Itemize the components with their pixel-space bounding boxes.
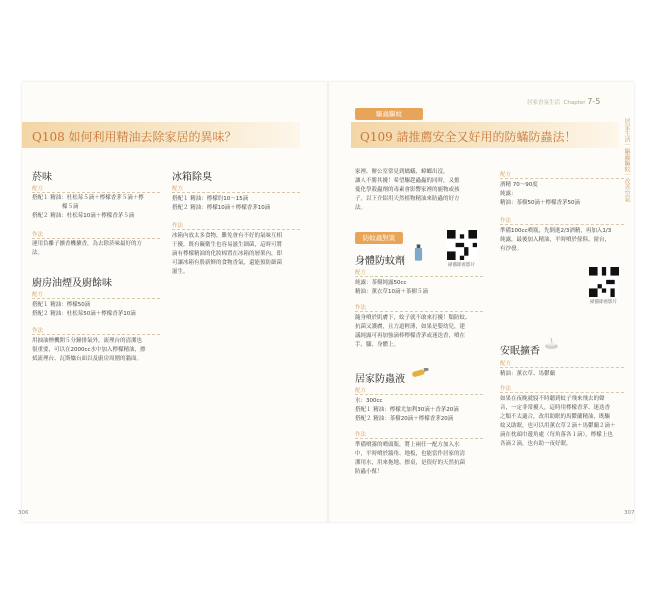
recipe-label: 配方 (500, 361, 512, 367)
section-title-kitchen: 廚房油煙及廚餘味 (32, 278, 112, 289)
divider (500, 367, 624, 368)
method-label: 作法 (32, 232, 44, 238)
question-title-left: Q108 如何利用精油去除家居的異味？ (32, 130, 237, 144)
section-title-body-spray: 身體防蚊劑 (355, 256, 405, 267)
question-title-right: Q109 請推薦安全又好用的防蟎防蟲法！ (360, 130, 577, 144)
divider (32, 298, 160, 299)
divider (355, 438, 483, 439)
insect-repellent-icon (412, 368, 430, 377)
recipe-label: 配方 (355, 270, 367, 276)
method-text: 準備100cc噴瓶，先倒進2/3酒精，再加入1/3 純露，最後加入精油，平時噴於傢俱、窗台， 有沙發。 (500, 228, 612, 252)
recipe-text: 搭配１ 精油：檸檬約10～15滴 搭配２ 精油：檸檬10滴＋檸檬香茅10滴 (172, 196, 271, 211)
recipe-label: 配方 (500, 172, 512, 178)
page-number-right: 307 (624, 510, 635, 516)
running-header: 居家香氛生活 Chapter 7-5 (527, 97, 601, 106)
side-tab: 居家生活｜驅蟲驅蚊｜改善空氣 (623, 118, 630, 202)
method-label: 作法 (500, 386, 512, 392)
method-text: 準備噴霧的噴頭瓶，將上兩任一配方加入水 中，平時噴於牆角、地板，也能當作居家的清 潔用水，用來拖地、擦桌，是很好的天然抗菌 防蟲小幫！ (355, 442, 466, 475)
method-text: 如果在夜晚就寢不時聽到蚊子飛來飛去的聲 音，一定非常擾人，這時用檸檬香茅、迷迭香 之類不太適合，改用助眠的馬鬱蘭精油，既驅 蚊又助眠，也可以用薰衣草２滴＋馬鬱蘭２滴＋ 滴在枕頭巾邊角處（每角落各１滴），檸檬上也 各滴２滴，也有助一夜好眠。 (500, 396, 616, 447)
qr-code-1 (447, 230, 477, 260)
divider (355, 311, 483, 312)
qr-caption-1: 掃描即看影片 (448, 263, 475, 268)
method-label: 作法 (355, 305, 367, 311)
recipe-label: 配方 (355, 388, 367, 394)
divider (355, 276, 483, 277)
section-title-sleep: 安眠擴香 (500, 346, 540, 357)
method-label: 作法 (32, 328, 44, 334)
intro-text: 家裡、辦公室常見到螞蟻、蟑螂出沒， 讓人不勝其擾！希望驅趕蟲蟲的同時，又擔 憂化學殺蟲劑的毒素會影響家裡的寵物或孩 子，以下介紹用天然植物精油來防蟲的好方 法。 (355, 169, 460, 211)
divider (32, 334, 160, 335)
method-text: 隨身噴於肌膚下，蚊子就不敢來打擾！類防蚊、 抗菌又護膚，且力道輕薄，如果是嬰幼兒，建 議純露可再加強滴棒檸檬香茅或迷迭香，噴在 手、腳、身體上。 (355, 315, 471, 348)
method-text: 用抽油煙機開５分鐘排氣外，流理台的清潔也 很重要，可以在2000cc水中加入檸檬精油，擦 拭流理台、瓦斯爐台面以及廚房周圍的牆面。 (32, 338, 146, 362)
book-spread (18, 82, 635, 522)
section-title-fridge: 冰箱除臭 (172, 172, 212, 183)
book-spine (327, 82, 329, 522)
divider (500, 392, 624, 393)
method-text: 冰箱內放太多食物，難免會有不好的氣味互相 干擾，既有礙衛生也容易滋生細菌，這時可將 滴有檸檬精油的化妝棉置在冰箱的層架內，即 可讓冰箱有股新鮮的食物香氣，還能預防細菌 滋生。 (172, 233, 283, 275)
method-label: 作法 (355, 432, 367, 438)
qr-caption-2: 掃描即看影片 (590, 300, 617, 305)
method-label: 作法 (172, 223, 184, 229)
recipe-label: 配方 (32, 186, 44, 192)
divider (500, 178, 624, 179)
recipe-text: 酒精 70～90度 純露： 精油：茶樹50滴＋檸檬香茅50滴 (500, 182, 580, 206)
spray-bottle-icon (414, 244, 423, 261)
recipe-label: 配方 (32, 292, 44, 298)
recipe-label: 配方 (172, 186, 184, 192)
divider (32, 192, 160, 193)
diffuser-icon (544, 338, 559, 349)
section-title-home-spray: 居家防蟲液 (355, 374, 405, 385)
method-text: 運用負離子擴香機擴香，為去除菸味最好的方 法。 (32, 241, 143, 256)
section-title-smoke: 菸味 (32, 172, 52, 183)
divider (32, 238, 160, 239)
divider (500, 224, 624, 225)
divider (355, 394, 483, 395)
page-number-left: 306 (18, 510, 29, 516)
recipe-text: 純露：茶樹純露50cc 精油：薰衣草10滴＋茶樹５滴 (355, 280, 428, 295)
divider (172, 229, 300, 230)
recipe-text: 精油：薰衣草、馬鬱蘭 (500, 371, 556, 377)
mosquito-tab: 防蚊蟲對策 (355, 232, 403, 244)
qr-code-2 (589, 267, 619, 297)
divider (172, 192, 300, 193)
recipe-text: 搭配１ 精油：檸檬50滴 搭配２ 精油：杜松莓50滴＋檸檬香茅10滴 (32, 302, 136, 317)
method-label: 作法 (500, 218, 512, 224)
category-tab: 驅蟲驅蚊 (355, 108, 423, 120)
recipe-text: 搭配１ 精油：杜松莓５滴＋檸檬香茅５滴＋檸 檬５滴 搭配２ 精油：杜松莓10滴＋檸檬香茅５滴 (32, 195, 144, 219)
recipe-text: 水：300cc 搭配１ 精油：檸檬尤加利30滴＋香茅20滴 搭配２ 精油：茶樹20滴＋檸檬香茅20滴 (355, 398, 459, 422)
